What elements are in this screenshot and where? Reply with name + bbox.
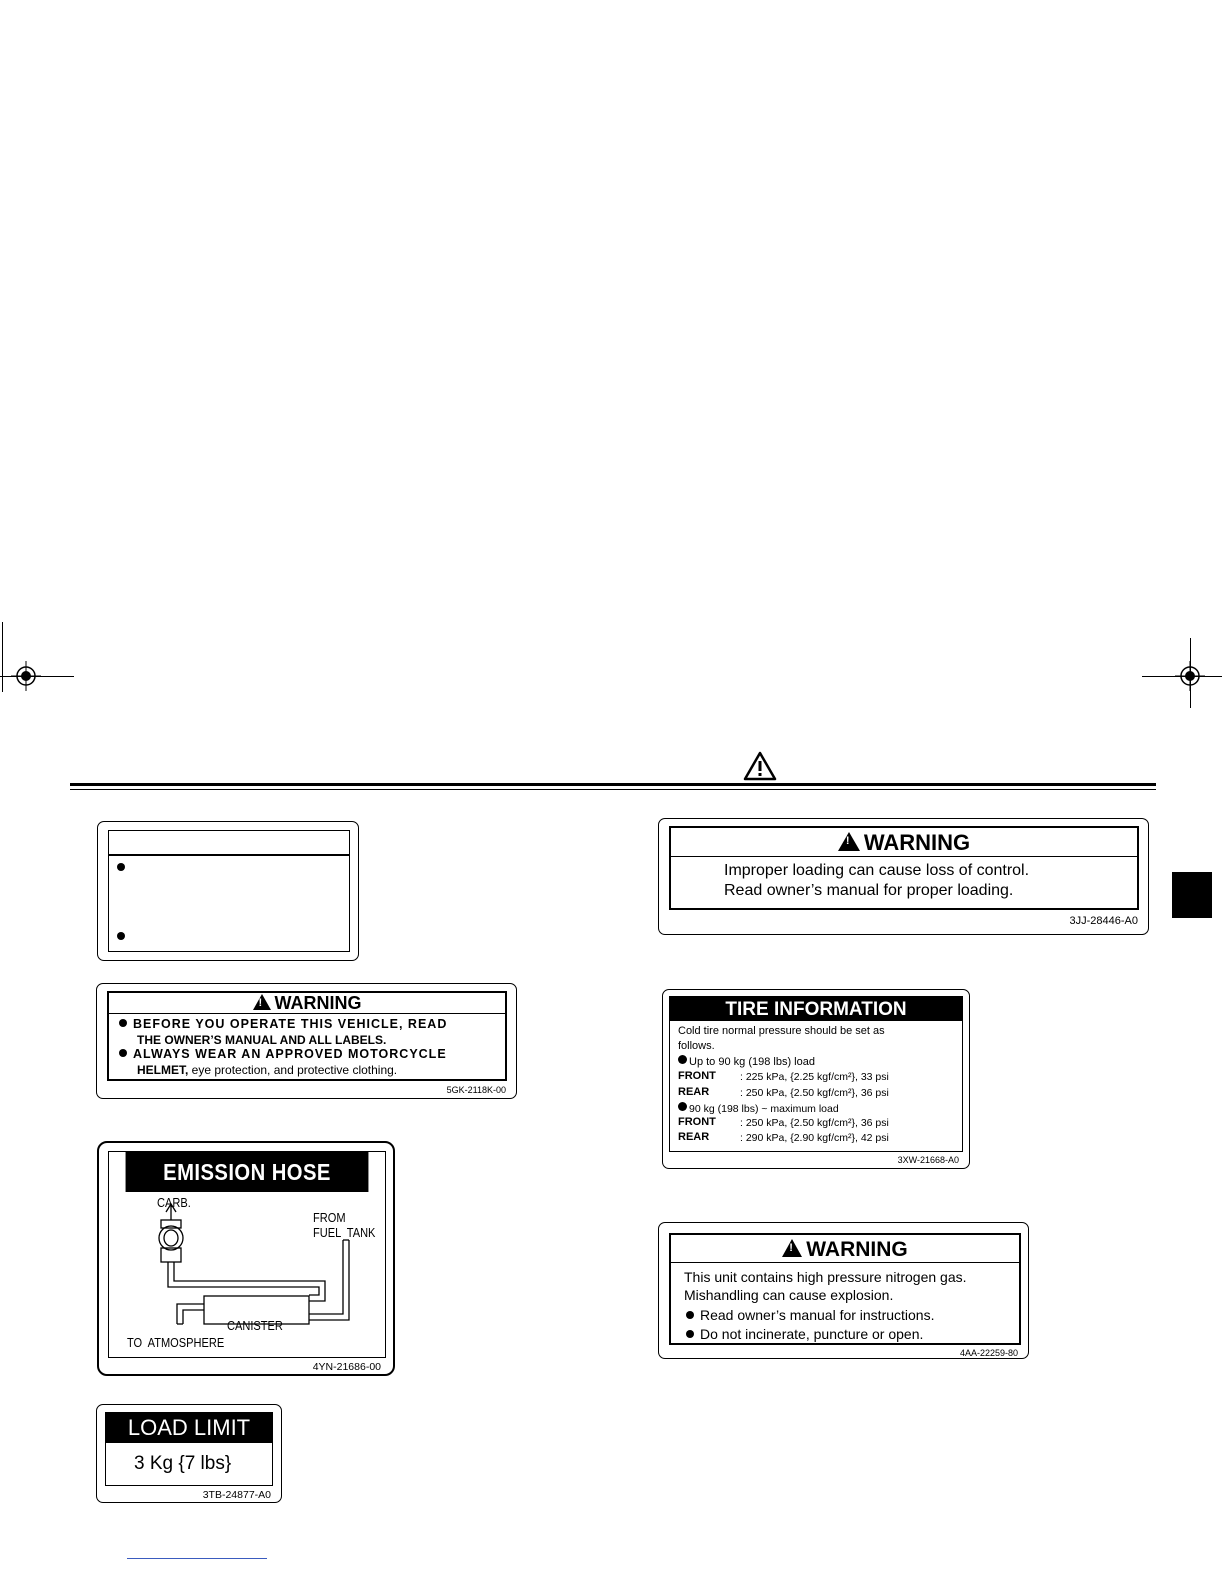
warning-operate-line1: BEFORE YOU OPERATE THIS VEHICLE, READ bbox=[119, 1017, 447, 1031]
footer-link-underline[interactable] bbox=[127, 1558, 267, 1559]
tire-info-title: TIRE INFORMATION bbox=[670, 997, 962, 1021]
tire-info-load1-front-label: FRONT bbox=[678, 1070, 716, 1082]
warning-loading-line2: Read owner’s manual for proper loading. bbox=[724, 882, 1014, 899]
tire-info-load2: 90 kg (198 lbs) ~ maximum load bbox=[678, 1102, 839, 1115]
warning-loading-code: 3JJ-28446-A0 bbox=[1069, 915, 1138, 927]
warning-nitrogen-heading: !WARNING bbox=[671, 1235, 1019, 1263]
emission-atmosphere-text: TO ATMOSPHERE bbox=[127, 1335, 225, 1350]
warning-operate-label bbox=[96, 983, 517, 1099]
bullet-icon bbox=[117, 863, 125, 871]
tire-info-load2-rear-label: REAR bbox=[678, 1131, 710, 1143]
bullet-icon bbox=[686, 1311, 694, 1319]
warning-triangle-icon bbox=[253, 994, 271, 1010]
warning-operate-frame bbox=[107, 991, 507, 1081]
blank-label-frame bbox=[108, 830, 350, 952]
tire-info-label bbox=[662, 989, 970, 1169]
emission-hose-label bbox=[97, 1141, 395, 1376]
emission-hose-title: EMISSION HOSE ROUTING bbox=[126, 1152, 369, 1192]
warning-loading-heading: !WARNING bbox=[671, 828, 1137, 857]
tire-info-intro1: Cold tire normal pressure should be set as bbox=[678, 1025, 885, 1037]
tire-info-frame bbox=[669, 996, 963, 1152]
tire-info-load1-front-value: : 225 kPa, {2.25 kgf/cm²}, 33 psi bbox=[740, 1071, 889, 1083]
load-limit-frame bbox=[105, 1412, 273, 1486]
warning-triangle-icon bbox=[838, 832, 860, 851]
warning-operate-line2: ALWAYS WEAR AN APPROVED MOTORCYCLE bbox=[119, 1047, 447, 1061]
header-rule-thin bbox=[70, 789, 1156, 790]
warning-operate-line1b: THE OWNER’S MANUAL AND ALL LABELS. bbox=[137, 1033, 387, 1047]
load-limit-code: 3TB-24877-A0 bbox=[202, 1489, 271, 1501]
bullet-icon bbox=[117, 932, 125, 940]
warning-loading-label bbox=[658, 818, 1149, 935]
tire-info-load1: Up to 90 kg (198 lbs) load bbox=[678, 1055, 815, 1068]
bullet-icon bbox=[678, 1055, 687, 1064]
emission-carb-text: CARB. bbox=[157, 1195, 191, 1210]
warning-triangle-icon bbox=[782, 1239, 802, 1257]
warning-operate-heading: !WARNING bbox=[109, 993, 505, 1014]
crop-line-left bbox=[2, 622, 3, 692]
registration-mark-left-icon bbox=[11, 661, 41, 691]
load-limit-label bbox=[96, 1404, 282, 1503]
tire-info-code: 3XW-21668-A0 bbox=[897, 1155, 959, 1165]
bullet-icon bbox=[119, 1019, 127, 1027]
blank-label bbox=[97, 821, 359, 961]
carburetor-icon bbox=[159, 1204, 183, 1262]
emission-hose-frame bbox=[108, 1151, 386, 1358]
warning-triangle-icon bbox=[742, 750, 778, 782]
blank-label-header-rule bbox=[109, 854, 349, 856]
emission-hose-code: 4YN-21686-00 bbox=[312, 1361, 381, 1373]
registration-mark-right-icon bbox=[1175, 661, 1205, 691]
tire-info-load2-front-value: : 250 kPa, {2.50 kgf/cm²}, 36 psi bbox=[740, 1117, 889, 1129]
tire-info-intro2: follows. bbox=[678, 1040, 715, 1052]
warning-nitrogen-line1: This unit contains high pressure nitrogen gas. bbox=[684, 1269, 967, 1285]
tire-info-load2-front-label: FRONT bbox=[678, 1116, 716, 1128]
emission-fuel-tank-text: FUEL TANK bbox=[313, 1225, 376, 1240]
header-rule bbox=[70, 783, 1156, 786]
bullet-icon bbox=[686, 1330, 694, 1338]
tire-info-load1-rear-label: REAR bbox=[678, 1086, 710, 1098]
bullet-icon bbox=[678, 1102, 687, 1111]
chapter-tab bbox=[1172, 872, 1212, 918]
load-limit-value: 3 Kg {7 lbs} bbox=[134, 1453, 232, 1474]
warning-nitrogen-frame bbox=[669, 1233, 1021, 1345]
warning-operate-line2b: HELMET, eye protection, and protective clothing. bbox=[137, 1063, 398, 1077]
tire-info-load2-rear-value: : 290 kPa, {2.90 kgf/cm²}, 42 psi bbox=[740, 1132, 889, 1144]
warning-nitrogen-bullet1: Read owner’s manual for instructions. bbox=[686, 1307, 935, 1323]
warning-loading-line1: Improper loading can cause loss of control. bbox=[724, 862, 1030, 879]
bullet-icon bbox=[119, 1049, 127, 1057]
warning-nitrogen-label bbox=[658, 1222, 1029, 1359]
load-limit-title: LOAD LIMIT bbox=[106, 1413, 272, 1443]
warning-loading-frame bbox=[669, 826, 1139, 910]
warning-operate-code: 5GK-2118K-00 bbox=[446, 1085, 506, 1095]
tire-info-load1-rear-value: : 250 kPa, {2.50 kgf/cm²}, 36 psi bbox=[740, 1087, 889, 1099]
emission-canister-text: CANISTER bbox=[227, 1318, 283, 1333]
emission-from-text: FROM bbox=[313, 1210, 346, 1225]
warning-nitrogen-line2: Mishandling can cause explosion. bbox=[684, 1287, 894, 1303]
warning-nitrogen-bullet2: Do not incinerate, puncture or open. bbox=[686, 1326, 923, 1342]
warning-nitrogen-code: 4AA-22259-80 bbox=[959, 1348, 1018, 1358]
